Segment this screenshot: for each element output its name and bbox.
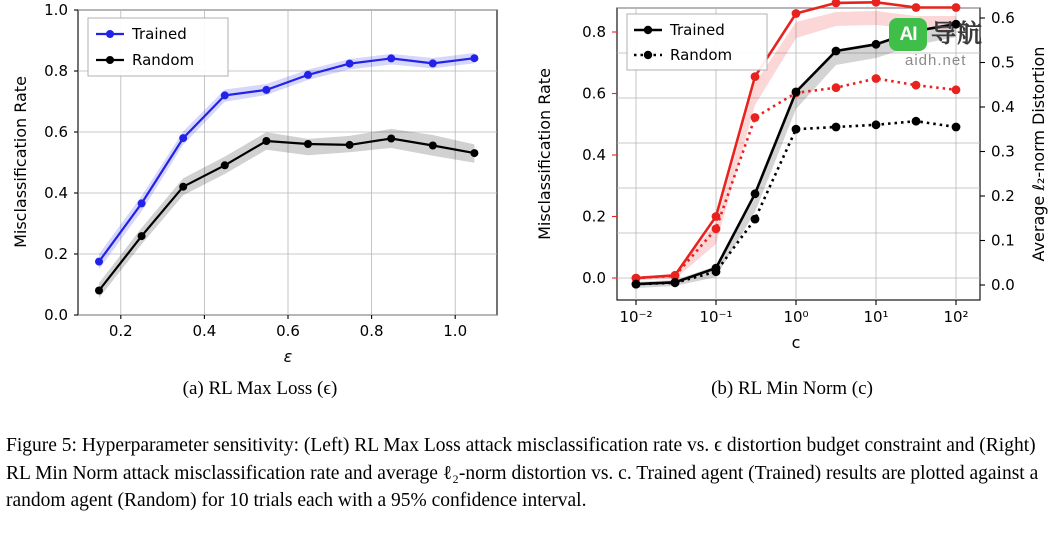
ytick-b-left-1: 0.2 xyxy=(582,207,606,226)
ticks-b-right xyxy=(980,18,985,285)
ytick-b-right-5: 0.5 xyxy=(991,53,1015,72)
ytick-a-2: 0.4 xyxy=(44,184,68,202)
ytick-a-1: 0.2 xyxy=(44,245,68,263)
xtick-b-2: 10⁰ xyxy=(783,308,809,326)
ytick-a-5: 1.0 xyxy=(44,1,68,19)
rl-max-loss-plot xyxy=(0,0,520,380)
watermark-main-text: 导航 xyxy=(931,20,984,48)
yaxis-label-a: Misclassification Rate xyxy=(11,76,30,248)
chart-panel-a xyxy=(0,0,520,420)
figure-caption-text: Hyperparameter sensitivity: (Left) RL Max Loss attack misclassification rate vs. ϵ distortion budget constraint and (Right) RL Min Norm attack misclassification rate and average ℓ₂-norm distortion vs. c. Trained agent (Trained) results are plotted against a random agent (Random) for 10 trials each with a 95% confidence interval. xyxy=(6,435,1039,512)
xtick-b-3: 10¹ xyxy=(863,308,889,326)
rl-min-norm-plot xyxy=(520,0,1064,380)
xaxis-label-b: c xyxy=(791,333,801,352)
legend-a-label-trained: Trained xyxy=(132,25,187,43)
subcaption-a: (a) RL Max Loss (ϵ) xyxy=(182,378,338,399)
figure-caption-number: Figure 5: xyxy=(6,435,77,456)
yaxis-label-b-left: Misclassification Rate xyxy=(535,68,554,240)
watermark-logo-icon: AI xyxy=(889,18,927,51)
xtick-a-3: 0.8 xyxy=(359,322,384,340)
xtick-a-2: 0.6 xyxy=(276,322,300,340)
ytick-b-left-2: 0.4 xyxy=(582,146,606,164)
ytick-b-right-1: 0.1 xyxy=(991,231,1015,250)
ytick-a-3: 0.6 xyxy=(44,123,68,141)
ytick-b-right-4: 0.4 xyxy=(991,98,1015,116)
ytick-b-right-3: 0.3 xyxy=(991,142,1015,161)
legend-a-label-random: Random xyxy=(132,51,195,69)
legend-b-label-random: Random xyxy=(670,46,733,64)
legend-b xyxy=(627,14,767,70)
xtick-a-4: 1.0 xyxy=(443,322,468,340)
subcaption-b: (b) RL Min Norm (c) xyxy=(711,378,873,399)
legend-b-label-trained: Trained xyxy=(670,21,725,39)
yaxis-label-b-right: Average ℓ₂-norm Distortion xyxy=(1029,46,1048,262)
ytick-b-right-0: 0.0 xyxy=(991,276,1015,294)
ticks-b-x xyxy=(636,300,956,305)
xtick-a-0: 0.2 xyxy=(108,322,133,340)
legend-a xyxy=(88,18,228,76)
ytick-a-0: 0.0 xyxy=(44,306,68,324)
ytick-b-right-2: 0.2 xyxy=(991,187,1015,205)
ytick-a-4: 0.8 xyxy=(44,62,68,80)
xtick-b-1: 10⁻¹ xyxy=(699,308,733,326)
ytick-b-left-0: 0.0 xyxy=(582,269,606,287)
ytick-b-left-3: 0.6 xyxy=(582,84,606,103)
figure-caption xyxy=(6,432,1056,515)
ticks-b-left xyxy=(612,32,617,278)
chart-panel-b xyxy=(520,0,1064,420)
xaxis-label-a: ε xyxy=(283,347,293,366)
xtick-b-0: 10⁻² xyxy=(619,308,653,326)
xtick-b-4: 10² xyxy=(943,308,969,326)
ytick-b-right-6: 0.6 xyxy=(991,9,1015,27)
ytick-b-left-4: 0.8 xyxy=(582,23,606,41)
watermark-sub-text: aidh.net xyxy=(905,52,967,69)
xtick-a-1: 0.4 xyxy=(192,322,217,340)
